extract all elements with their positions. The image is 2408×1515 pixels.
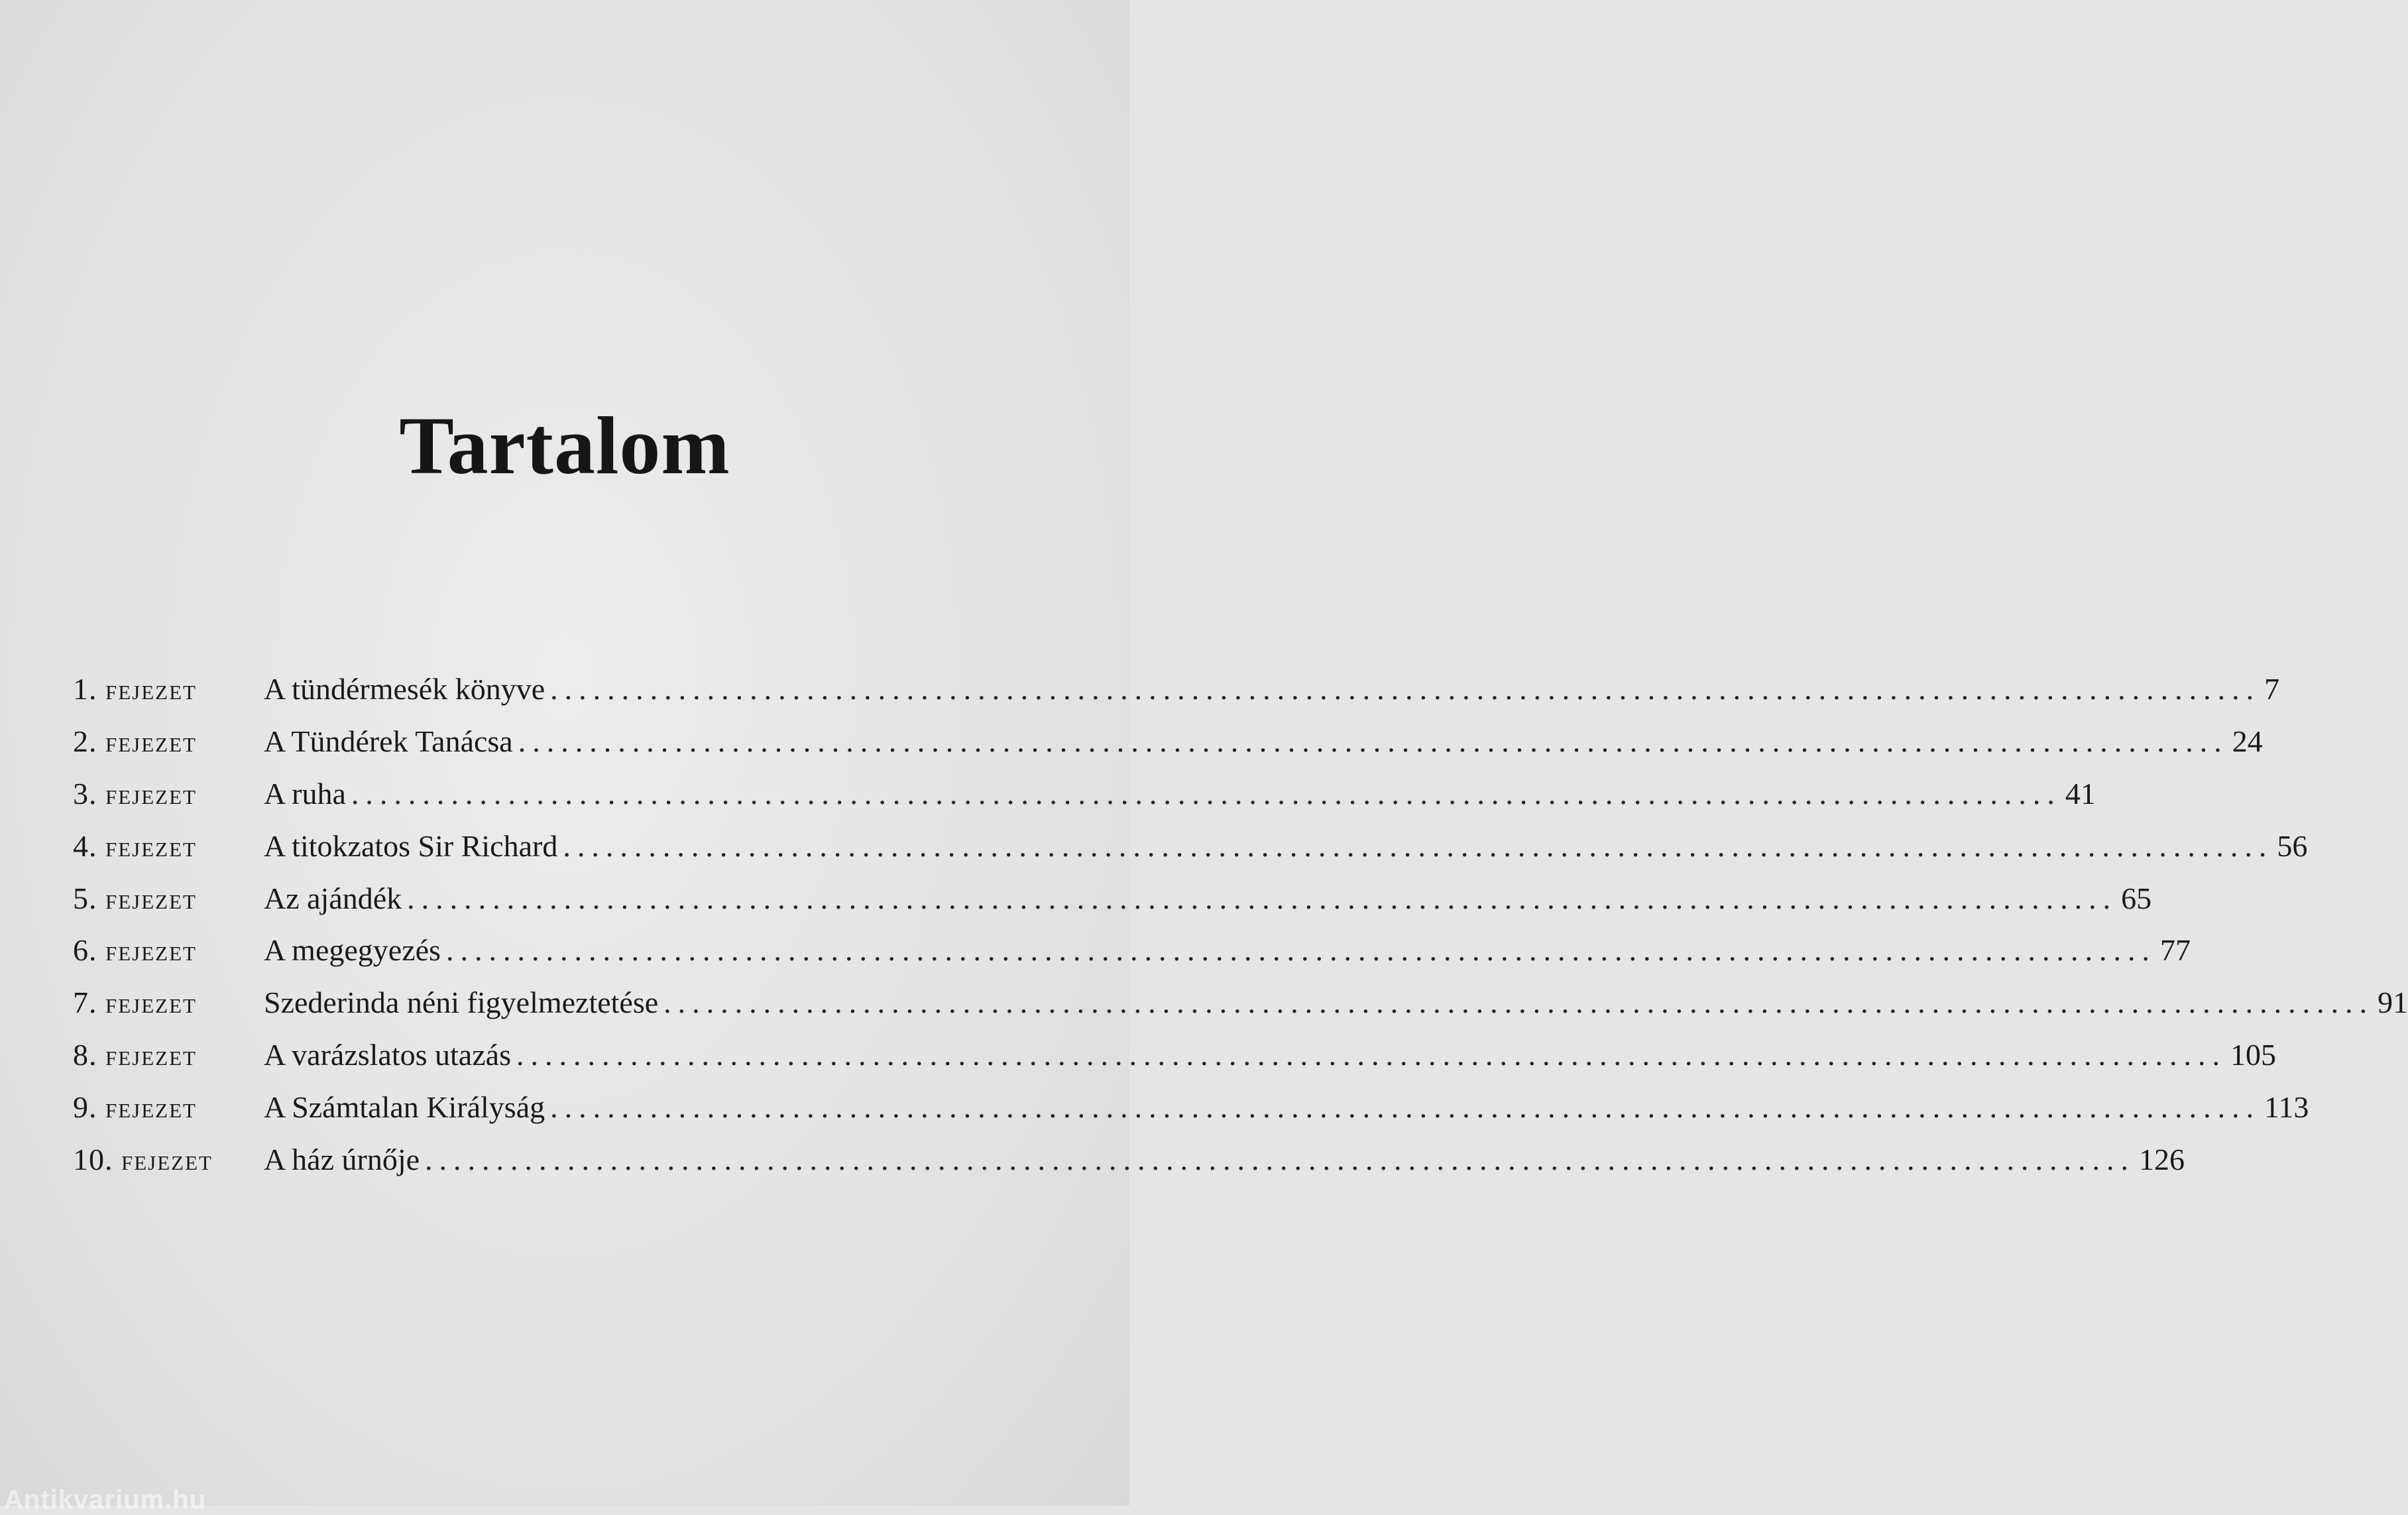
toc-entry bbox=[0, 663, 2280, 716]
dot-leader: ........................................................................................................................ bbox=[550, 672, 2261, 706]
chapter-number bbox=[73, 663, 232, 719]
chapter-label: FEJEZET bbox=[121, 1151, 213, 1174]
chapter-index: 8. bbox=[73, 1038, 97, 1072]
chapter-title: Az ajándék bbox=[264, 881, 402, 915]
chapter-title: A ház úrnője bbox=[264, 1143, 420, 1176]
toc-entry-line bbox=[264, 715, 2263, 768]
chapter-number bbox=[73, 872, 232, 928]
dot-leader: ........................................................................................................................ bbox=[563, 829, 2273, 863]
chapter-title: Szederinda néni figyelmeztetése bbox=[264, 985, 659, 1019]
chapter-title: A varázslatos utazás bbox=[264, 1038, 511, 1072]
toc-entry-line bbox=[264, 976, 2408, 1029]
chapter-title: A titokzatos Sir Richard bbox=[264, 829, 558, 863]
chapter-index: 1. bbox=[73, 672, 97, 706]
chapter-title: A Tündérek Tanácsa bbox=[264, 724, 513, 758]
chapter-index: 6. bbox=[73, 933, 97, 967]
chapter-title: A ruha bbox=[264, 777, 346, 811]
page-number: 77 bbox=[2159, 933, 2191, 967]
chapter-number bbox=[73, 767, 232, 824]
toc-entry bbox=[0, 767, 2096, 820]
dot-leader: ........................................................................................................................ bbox=[518, 724, 2228, 758]
chapter-title: A tündérmesék könyve bbox=[264, 672, 545, 706]
chapter-number bbox=[73, 1029, 232, 1085]
chapter-index: 2. bbox=[73, 724, 97, 758]
toc-entry-line bbox=[264, 1029, 2276, 1082]
toc-entry bbox=[0, 872, 2152, 925]
page-number: 56 bbox=[2277, 829, 2308, 863]
toc-entry bbox=[0, 924, 2191, 977]
page-number: 65 bbox=[2121, 881, 2152, 915]
toc-entry-line bbox=[264, 924, 2191, 977]
page-number: 91 bbox=[2378, 985, 2408, 1019]
toc-entry bbox=[0, 976, 2408, 1029]
page-number: 41 bbox=[2065, 777, 2096, 811]
chapter-number bbox=[73, 976, 232, 1033]
chapter-index: 10. bbox=[73, 1143, 113, 1176]
chapter-index: 5. bbox=[73, 881, 97, 915]
chapter-title: A megegyezés bbox=[264, 933, 441, 967]
dot-leader: ........................................................................................................................ bbox=[351, 777, 2061, 811]
dot-leader: ........................................................................................................................ bbox=[407, 881, 2118, 915]
page-number: 126 bbox=[2139, 1143, 2185, 1176]
dot-leader: ........................................................................................................................ bbox=[550, 1090, 2261, 1124]
page-number: 24 bbox=[2232, 724, 2263, 758]
toc-entry bbox=[0, 715, 2263, 768]
toc-entry-line bbox=[264, 872, 2152, 925]
chapter-label: FEJEZET bbox=[105, 994, 197, 1017]
toc-entry bbox=[0, 820, 2308, 873]
chapter-label: FEJEZET bbox=[105, 681, 197, 704]
chapter-label: FEJEZET bbox=[105, 1046, 197, 1070]
chapter-label: FEJEZET bbox=[105, 1099, 197, 1122]
toc-entry bbox=[0, 1029, 2276, 1082]
dot-leader: ........................................................................................................................ bbox=[425, 1143, 2136, 1176]
chapter-number bbox=[73, 1081, 232, 1137]
chapter-label: FEJEZET bbox=[105, 838, 197, 861]
chapter-number bbox=[73, 820, 232, 876]
chapter-index: 4. bbox=[73, 829, 97, 863]
toc-entry-line bbox=[264, 767, 2096, 820]
chapter-label: FEJEZET bbox=[105, 890, 197, 913]
page-number: 105 bbox=[2230, 1038, 2276, 1072]
dot-leader: ........................................................................................................................ bbox=[445, 933, 2156, 967]
chapter-index: 3. bbox=[73, 777, 97, 811]
chapter-number bbox=[73, 715, 232, 771]
chapter-index: 9. bbox=[73, 1090, 97, 1124]
chapter-number bbox=[73, 924, 232, 980]
toc-entry bbox=[0, 1133, 2185, 1186]
dot-leader: ........................................................................................................................ bbox=[516, 1038, 2226, 1072]
page-number: 7 bbox=[2264, 672, 2280, 706]
chapter-number bbox=[73, 1133, 232, 1190]
dot-leader: ........................................................................................................................ bbox=[663, 985, 2374, 1019]
chapter-title: A Számtalan Királyság bbox=[264, 1090, 545, 1124]
page-number: 113 bbox=[2264, 1090, 2309, 1124]
chapter-label: FEJEZET bbox=[105, 733, 197, 756]
toc-entry-line bbox=[264, 820, 2308, 873]
watermark: Antikvarium.hu bbox=[4, 1485, 207, 1514]
toc-entry-line bbox=[264, 1133, 2185, 1186]
chapter-label: FEJEZET bbox=[105, 942, 197, 965]
toc-entry-line bbox=[264, 1081, 2309, 1134]
chapter-label: FEJEZET bbox=[105, 785, 197, 809]
toc-entry bbox=[0, 1081, 2309, 1134]
toc-entry-line bbox=[264, 663, 2280, 716]
page-title: Tartalom bbox=[399, 400, 730, 492]
chapter-index: 7. bbox=[73, 985, 97, 1019]
